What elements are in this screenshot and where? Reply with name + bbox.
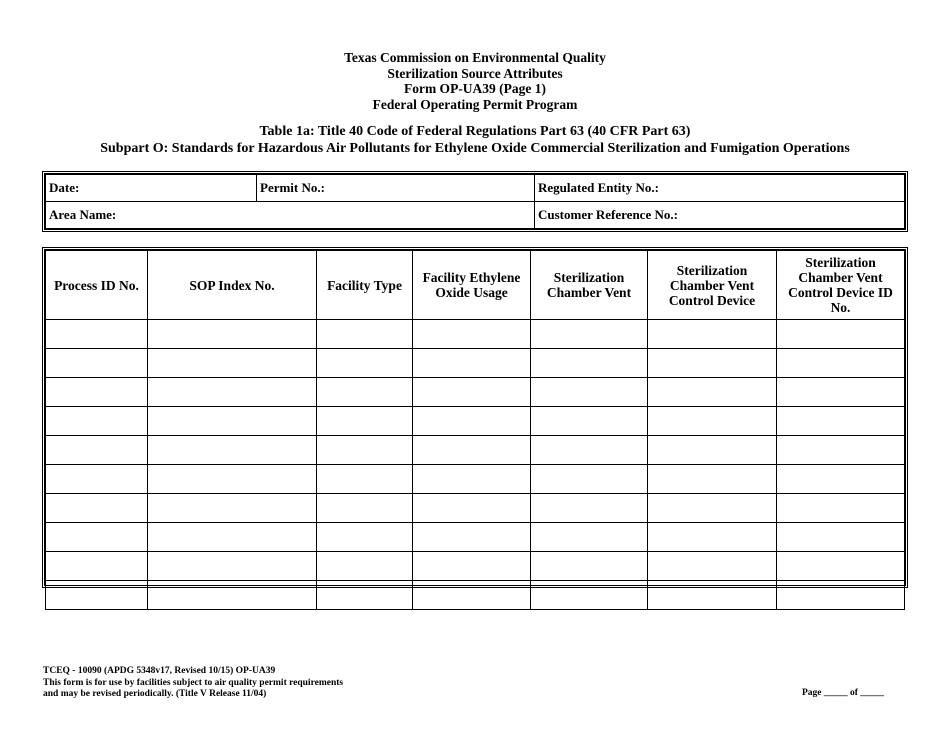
table-cell[interactable] [648,494,777,523]
table-cell[interactable] [317,581,413,610]
table-cell[interactable] [317,407,413,436]
area-name-field[interactable]: Area Name: [46,202,535,229]
table-title: Table 1a: Title 40 Code of Federal Regulations Part 63 (40 CFR Part 63) [259,124,691,139]
table-cell[interactable] [413,494,531,523]
footer-form-id: TCEQ - 10090 (APDG 5348v17, Revised 10/15) OP-UA39 [43,666,276,676]
table-cell[interactable] [777,407,905,436]
table-cell[interactable] [531,378,648,407]
table-cell[interactable] [648,407,777,436]
table-cell[interactable] [531,349,648,378]
table-cell[interactable] [413,552,531,581]
table-cell[interactable] [413,378,531,407]
form-subject: Sterilization Source Attributes [387,65,563,81]
table-cell[interactable] [317,465,413,494]
table-cell[interactable] [648,349,777,378]
table-row [46,320,905,349]
table-cell[interactable] [648,581,777,610]
table-cell[interactable] [777,349,905,378]
column-header-chamber-vent: Sterilization Chamber Vent [531,251,648,320]
table-cell[interactable] [531,465,648,494]
table-row [46,552,905,581]
footer-usage-note: This form is for use by facilities subject to air quality permit requirements [43,677,344,688]
table-heading [0,123,950,157]
column-header-control-device-id: Sterilization Chamber Vent Control Device ID No. [777,251,905,320]
form-footer [43,666,343,701]
table-header-row [46,251,905,320]
table-cell[interactable] [317,436,413,465]
table-cell[interactable] [148,465,317,494]
table-cell[interactable] [148,349,317,378]
table-cell[interactable] [46,436,148,465]
column-header-sop-index: SOP Index No. [148,251,317,320]
table-cell[interactable] [777,581,905,610]
attributes-table [45,250,905,610]
table-cell[interactable] [413,465,531,494]
table-cell[interactable] [413,320,531,349]
table-row [46,349,905,378]
table-cell[interactable] [531,407,648,436]
table-row [46,436,905,465]
table-cell[interactable] [531,494,648,523]
table-cell[interactable] [648,320,777,349]
table-cell[interactable] [777,552,905,581]
table-cell[interactable] [413,436,531,465]
column-header-eto-usage: Facility Ethylene Oxide Usage [413,251,531,320]
agency-name: Texas Commission on Environmental Quality [344,50,606,65]
table-cell[interactable] [413,407,531,436]
table-cell[interactable] [148,523,317,552]
table-body [46,320,905,610]
form-header [0,50,950,112]
table-cell[interactable] [648,552,777,581]
table-cell[interactable] [648,465,777,494]
table-cell[interactable] [648,523,777,552]
table-cell[interactable] [413,523,531,552]
info-fields-table [45,174,905,229]
table-cell[interactable] [531,581,648,610]
table-subtitle: Subpart O: Standards for Hazardous Air Pollutants for Ethylene Oxide Commercial Sterilization and Fumigation Operations [100,141,850,156]
table-row [46,465,905,494]
column-header-vent-control-device: Sterilization Chamber Vent Control Device [648,251,777,320]
date-field[interactable]: Date: [46,175,257,202]
table-cell[interactable] [413,581,531,610]
table-cell[interactable] [317,523,413,552]
table-cell[interactable] [148,581,317,610]
table-cell[interactable] [46,581,148,610]
table-cell[interactable] [531,552,648,581]
table-cell[interactable] [777,494,905,523]
table-cell[interactable] [148,320,317,349]
table-cell[interactable] [648,436,777,465]
table-cell[interactable] [46,494,148,523]
table-cell[interactable] [648,378,777,407]
table-cell[interactable] [317,349,413,378]
program-name: Federal Operating Permit Program [372,96,578,112]
customer-reference-no-field[interactable]: Customer Reference No.: [535,202,905,229]
table-row [46,523,905,552]
table-row [46,581,905,610]
column-header-facility-type: Facility Type [317,251,413,320]
table-row [46,407,905,436]
table-cell[interactable] [317,494,413,523]
info-fields-box [42,171,908,232]
table-cell[interactable] [46,552,148,581]
table-cell[interactable] [148,552,317,581]
table-cell[interactable] [317,378,413,407]
table-cell[interactable] [46,378,148,407]
table-cell[interactable] [413,349,531,378]
table-cell[interactable] [148,407,317,436]
column-header-process-id: Process ID No. [46,251,148,320]
attributes-table-box [42,247,908,588]
table-cell[interactable] [777,320,905,349]
table-cell[interactable] [531,523,648,552]
table-row [46,494,905,523]
table-cell[interactable] [46,320,148,349]
table-cell[interactable] [46,465,148,494]
table-cell[interactable] [148,378,317,407]
table-cell[interactable] [777,523,905,552]
table-cell[interactable] [317,552,413,581]
table-cell[interactable] [148,494,317,523]
table-cell[interactable] [46,407,148,436]
footer-revision-note: and may be revised periodically. (Title V Release 11/04) [43,689,267,699]
regulated-entity-no-field[interactable]: Regulated Entity No.: [535,175,905,202]
permit-no-field[interactable]: Permit No.: [257,175,535,202]
table-cell[interactable] [531,436,648,465]
table-cell[interactable] [46,523,148,552]
table-cell[interactable] [777,436,905,465]
table-cell[interactable] [148,436,317,465]
form-number: Form OP-UA39 (Page 1) [403,81,547,96]
table-cell[interactable] [46,349,148,378]
table-cell[interactable] [777,378,905,407]
table-cell[interactable] [317,320,413,349]
table-cell[interactable] [777,465,905,494]
table-cell[interactable] [531,320,648,349]
page-number[interactable]: Page _____ of _____ [802,688,885,698]
table-row [46,378,905,407]
